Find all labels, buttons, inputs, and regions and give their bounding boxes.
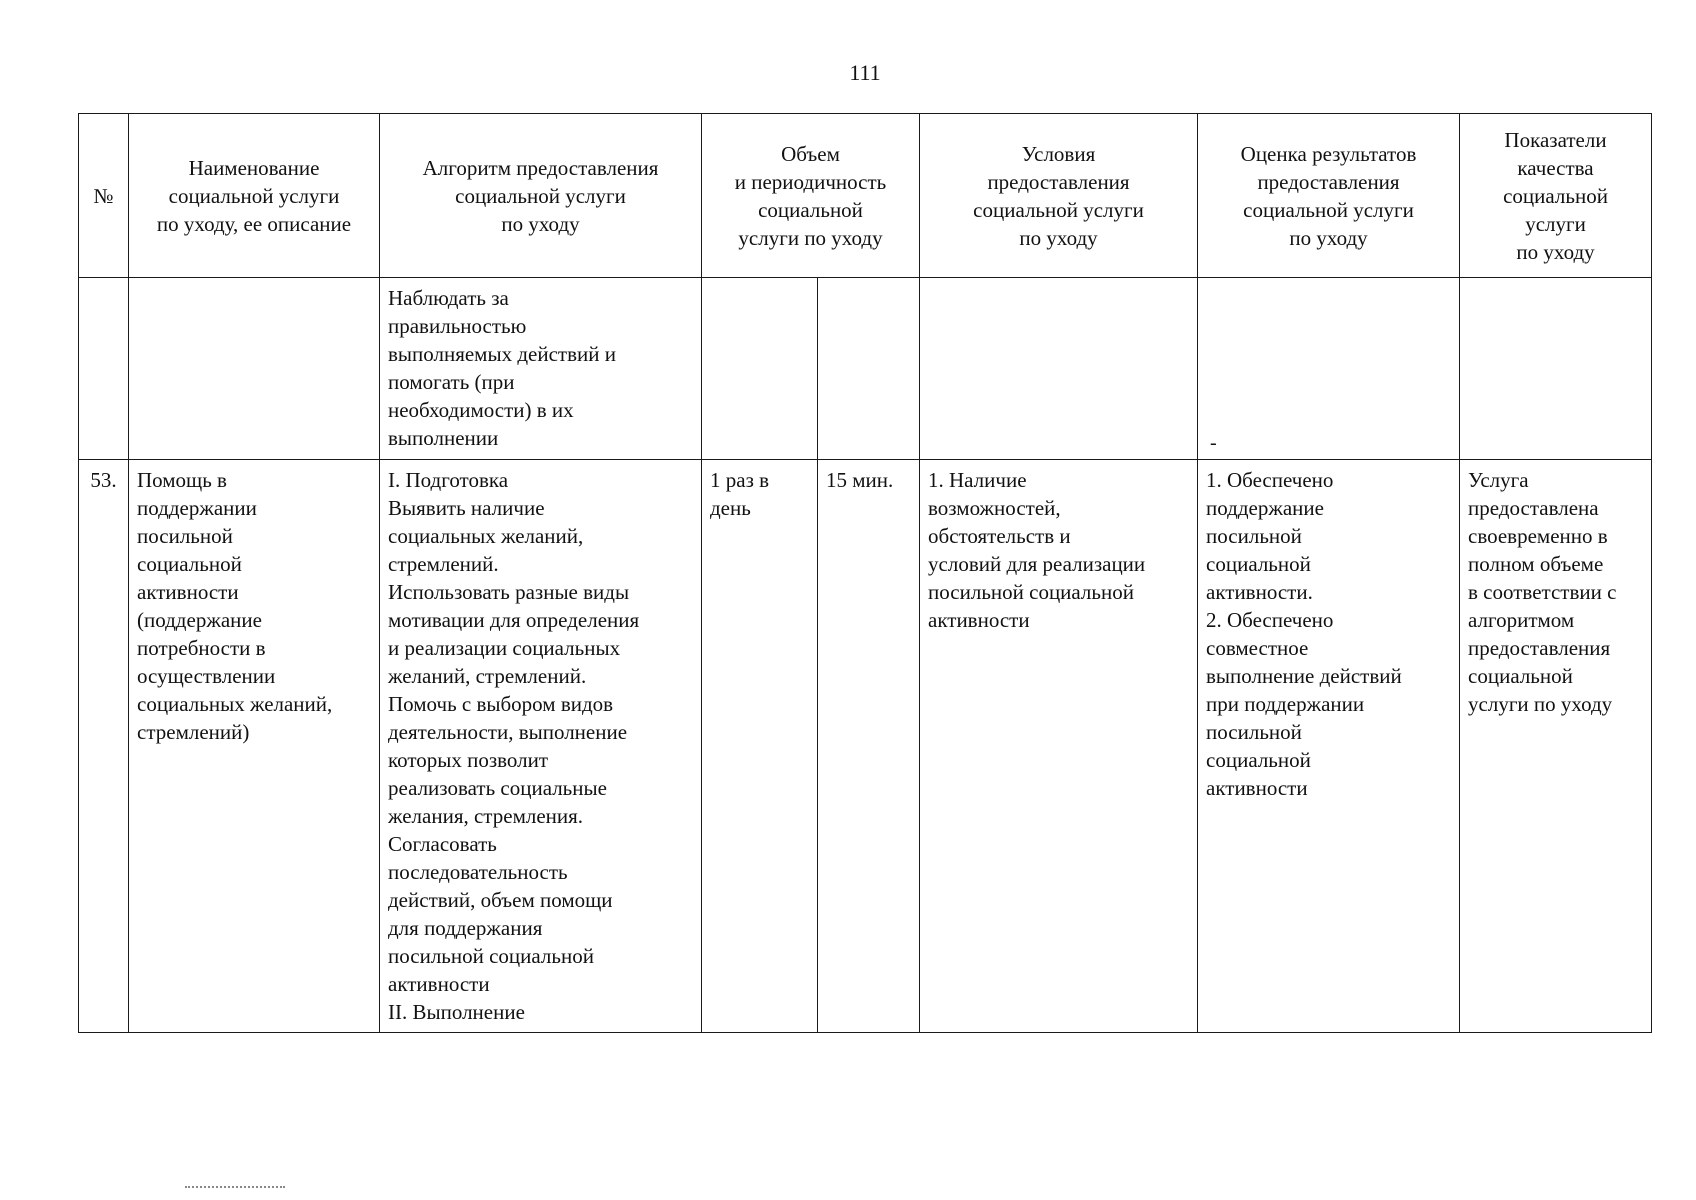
cell-evaluation: 1. Обеспечено поддержание посильной социальной активности. 2. Обеспечено совместное выполнение действий при поддержании посильной социальной активности (1198, 460, 1460, 1033)
header-conditions: Условия предоставления социальной услуги по уходу (920, 114, 1198, 278)
cell-quality-empty (1460, 278, 1652, 460)
table-row-continuation (79, 278, 1652, 460)
cell-name-empty (129, 278, 380, 460)
cell-algorithm: I. Подготовка Выявить наличие социальных желаний, стремлений. Использовать разные виды мотивации для определения и реализации социальных желаний, стремлений. Помочь с выбором видов деятельности, выполнение которых позволит реализовать социальные желания, стремления. Согласовать последовательность действий, объем помощи для поддержания посильной социальной активности II. Выполнение (380, 460, 702, 1033)
cell-conditions: 1. Наличие возможностей, обстоятельств и условий для реализации посильной социальной активности (920, 460, 1198, 1033)
header-name: Наименование социальной услуги по уходу, ее описание (129, 114, 380, 278)
table-header-row (79, 114, 1652, 278)
cell-name: Помощь в поддержании посильной социальной активности (поддержание потребности в осуществлении социальных желаний, стремлений) (129, 460, 380, 1033)
header-evaluation: Оценка результатов предоставления социальной услуги по уходу (1198, 114, 1460, 278)
header-volume: Объем и периодичность социальной услуги по уходу (702, 114, 920, 278)
cell-conditions-empty (920, 278, 1198, 460)
cell-quality: Услуга предоставлена своевременно в полном объеме в соответствии с алгоритмом предоставления социальной услуги по уходу (1460, 460, 1652, 1033)
table-row (79, 460, 1652, 1033)
cell-evaluation-empty (1198, 278, 1460, 460)
header-algorithm: Алгоритм предоставления социальной услуги по уходу (380, 114, 702, 278)
evaluation-dash-mark: - (1210, 432, 1217, 454)
cell-frequency-empty (702, 278, 818, 460)
services-table (78, 113, 1652, 1033)
cell-duration-empty (818, 278, 920, 460)
cell-num: 53. (79, 460, 129, 1033)
cell-num-empty (79, 278, 129, 460)
cell-frequency: 1 раз в день (702, 460, 818, 1033)
cell-algorithm-continued: Наблюдать за правильностью выполняемых действий и помогать (при необходимости) в их выполнении (380, 278, 702, 460)
page-number: 111 (849, 60, 881, 85)
header-num: № (79, 114, 129, 278)
cell-duration: 15 мин. (818, 460, 920, 1033)
scan-footer-mark (185, 1186, 285, 1192)
header-quality: Показатели качества социальной услуги по уходу (1460, 114, 1652, 278)
